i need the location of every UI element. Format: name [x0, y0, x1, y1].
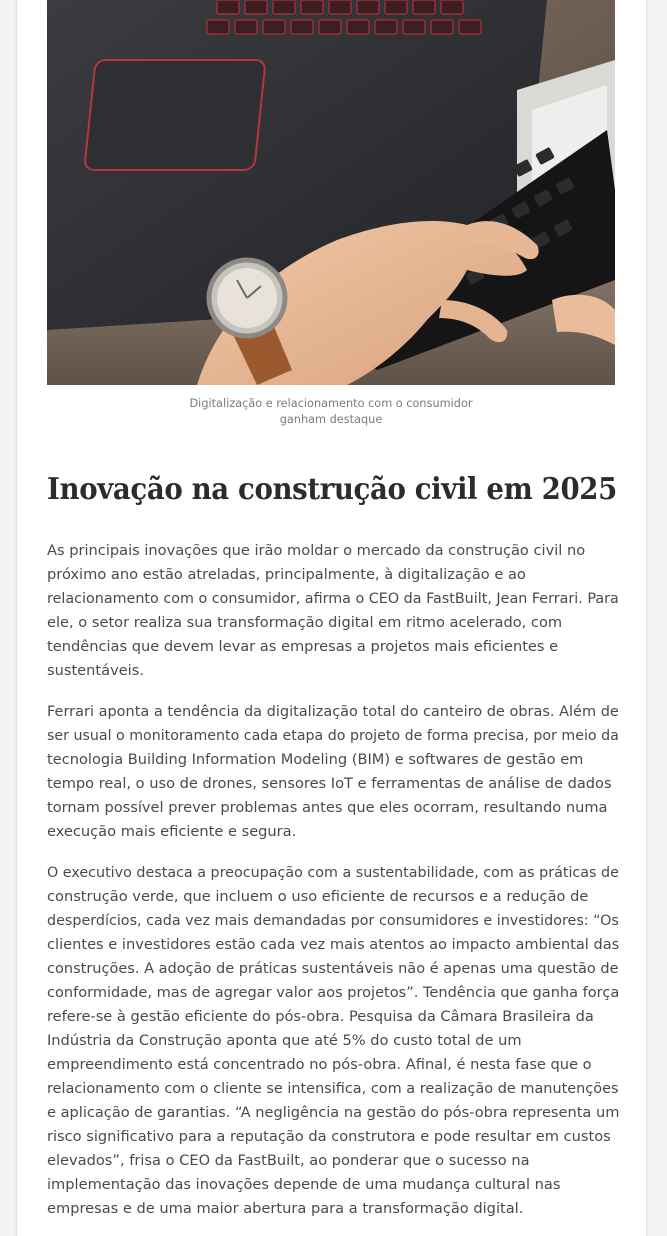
paragraph-line: construção verde, que incluem o uso eficiente de recursos e a redução de: [47, 888, 589, 905]
paragraph-line: ser usual o monitoramento cada etapa do projeto de forma precisa, por meio da: [47, 727, 619, 744]
paragraph-line: tecnologia Building Information Modeling (BIM) e softwares de gestão em: [47, 751, 584, 768]
paragraph-line: refere-se à gestão eficiente do pós-obra. Pesquisa da Câmara Brasileira da: [47, 1008, 594, 1025]
paragraph-line: elevados”, frisa o CEO da FastBuilt, ao ponderar que o sucesso na: [47, 1152, 530, 1169]
paragraph-line: clientes e investidores estão cada vez mais atentos ao impacto ambiental das: [47, 936, 620, 953]
paragraph-line: e aplicação de garantias. “A negligência na gestão do pós-obra representa um: [47, 1104, 620, 1121]
paragraph-line: relacionamento com o consumidor, afirma o CEO da FastBuilt, Jean Ferrari. Para: [47, 590, 619, 607]
paragraph-line: sustentáveis.: [47, 662, 144, 679]
paragraph-line: construções. A adoção de práticas sustentáveis não é apenas uma questão de: [47, 960, 619, 977]
paragraph-line: desperdícios, cada vez mais demandadas por consumidores e investidores: “Os: [47, 912, 619, 929]
paragraph-line: empresas e de uma maior abertura para a transformação digital.: [47, 1200, 524, 1217]
article-paragraph: [47, 861, 619, 1221]
paragraph-line: risco significativo para a reputação da construtora e pode resultar em custos: [47, 1128, 611, 1145]
paragraph-line: tendências que devem levar as empresas a projetos mais eficientes e: [47, 638, 559, 655]
article-body: [47, 539, 619, 1236]
paragraph-line: tempo real, o uso de drones, sensores IoT e ferramentas de análise de dados: [47, 775, 612, 792]
laptop-typing-photo-icon: [47, 0, 615, 385]
paragraph-line: execução mais eficiente e segura.: [47, 823, 297, 840]
paragraph-line: tornam possível prever problemas antes que eles ocorram, resultando numa: [47, 799, 608, 816]
article-photo: [47, 0, 615, 385]
paragraph-line: empreendimento está concentrado no pós-obra. Afinal, é nesta fase que o: [47, 1056, 592, 1073]
paragraph-line: Ferrari aponta a tendência da digitalização total do canteiro de obras. Além de: [47, 703, 619, 720]
paragraph-line: relacionamento com o cliente se intensifica, com a realização de manutenções: [47, 1080, 619, 1097]
article-paragraph: [47, 539, 619, 683]
paragraph-line: conformidade, mas de agregar valor aos projetos”. Tendência que ganha força: [47, 984, 620, 1001]
paragraph-line: Indústria da Construção aponta que até 5% do custo total de um: [47, 1032, 522, 1049]
paragraph-line: próximo ano estão atreladas, principalmente, à digitalização e ao: [47, 566, 526, 583]
paragraph-line: ele, o setor realiza sua transformação digital em ritmo acelerado, com: [47, 614, 563, 631]
article-paragraph: [47, 700, 619, 844]
photo-caption: [47, 396, 615, 428]
paragraph-line: As principais inovações que irão moldar o mercado da construção civil no: [47, 542, 586, 559]
paragraph-line: implementação das inovações depende de uma mudança cultural nas: [47, 1176, 561, 1193]
paragraph-line: O executivo destaca a preocupação com a sustentabilidade, com as práticas de: [47, 864, 619, 881]
article-title: Inovação na construção civil em 2025: [47, 472, 617, 507]
caption-line: ganham destaque: [279, 413, 383, 426]
caption-line: Digitalização e relacionamento com o consumidor: [189, 397, 473, 410]
